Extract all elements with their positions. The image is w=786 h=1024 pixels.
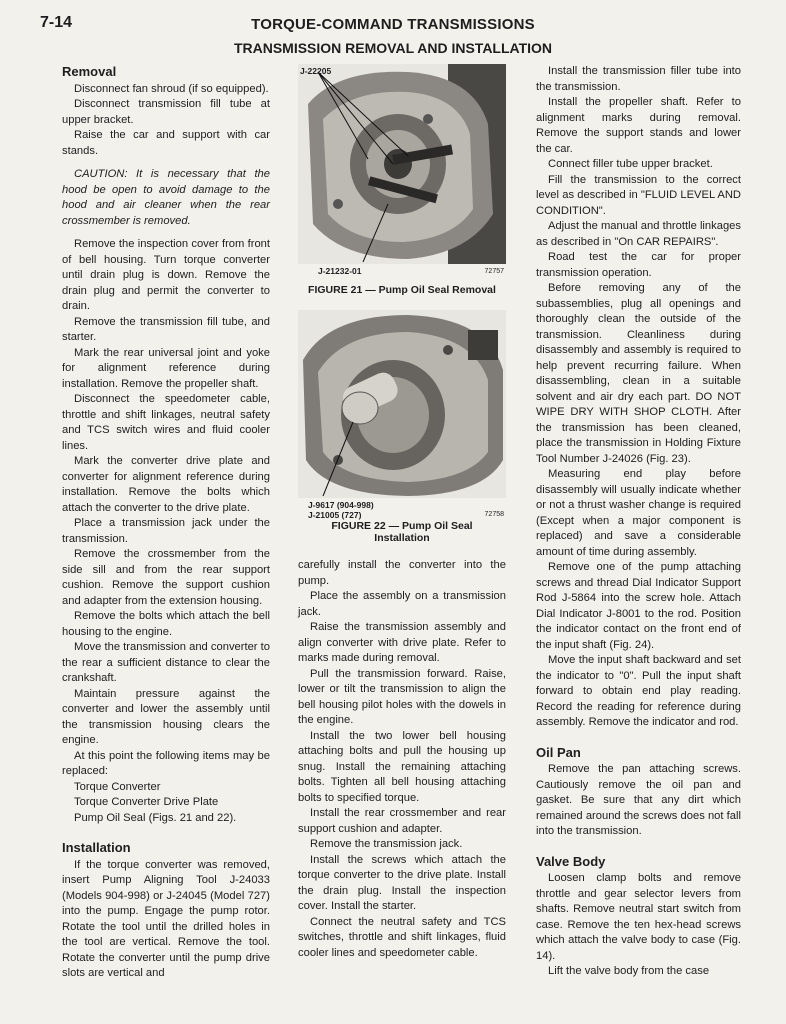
- figure-code: 72757: [484, 268, 504, 275]
- paragraph: Raise the transmission assembly and align converter with drive plate. Refer to marks made during removal.: [298, 621, 506, 664]
- section-title: TRANSMISSION REMOVAL AND INSTALLATION: [233, 40, 553, 56]
- paragraph: Install the rear crossmember and rear support cushion and adapter.: [298, 807, 506, 835]
- paragraph: Remove the inspection cover from front of bell housing. Turn torque converter until drain plug is down. Remove the drain plug and permit the converter to drain.: [62, 238, 270, 312]
- paragraph: Disconnect fan shroud (if so equipped).: [74, 82, 269, 95]
- paragraph: Place a transmission jack under the transmission.: [62, 517, 270, 545]
- column-right: [536, 64, 741, 980]
- paragraph: Remove the crossmember from the side sill and from the rear support cushion. Remove the support cushion and adapter from the extension housing.: [62, 548, 270, 607]
- caution-note: CAUTION: It is necessary that the hood be open to avoid damage to the hood and air cleaner when the rear crossmember is removed.: [62, 168, 270, 227]
- removal-heading: Removal: [62, 64, 117, 79]
- installation-heading: Installation: [62, 840, 131, 855]
- column-middle: [298, 558, 506, 961]
- paragraph: Install the two lower bell housing attaching bolts and pull the housing up snug. Install the remaining attaching bolts. Tighten all bell housing attaching bolts to specified torque.: [298, 729, 506, 804]
- paragraph: Mark the converter drive plate and converter for alignment reference during installation. Remove the bolts which attach the converter to the drive plate.: [62, 455, 270, 514]
- paragraph: Lift the valve body from the case: [548, 965, 710, 977]
- figure-21: [298, 64, 506, 296]
- figure-caption: FIGURE 21 — Pump Oil Seal Removal: [308, 284, 496, 296]
- list-item: Torque Converter Drive Plate: [74, 796, 219, 808]
- paragraph: Remove the transmission jack.: [310, 838, 463, 850]
- paragraph: Measuring end play before disassembly will usually indicate whether or not a thrust washer change is required (Except when a major component is replaced) and save a considerable amount of time during assembly.: [536, 468, 741, 558]
- paragraph: Before removing any of the subassemblies, plug all openings and thoroughly clean the outside of the transmission. Cleanliness during disassembly and assembly is required to help prevent recurring failure. When disassembling, clean in a suitable solvent and air dry each part. DO NOT WIPE DRY WITH SHOP CLOTH. After the transmission has been cleaned, place the transmission in Holding Fixture Tool Number J-24026 (Fig. 23).: [536, 282, 741, 465]
- paragraph: Move the input shaft backward and set the indicator to "0". Pull the input shaft forward to obtain end play reading. Record the reading for reference during assembly. Remove the indicator and rod.: [536, 654, 741, 728]
- figure-22: [298, 310, 506, 544]
- paragraph: Disconnect transmission fill tube at upper bracket.: [62, 98, 270, 126]
- paragraph: Remove one of the pump attaching screws and thread Dial Indicator Support Rod J-5864 into the screw hole. Attach Dial Indicator J-8001 to the rod. Position the indicator contact on the front end of the input shaft (Fig. 24).: [536, 561, 741, 651]
- tool-label: J-21005 (727): [308, 510, 362, 520]
- paragraph: Remove the transmission fill tube, and starter.: [62, 315, 270, 343]
- paragraph: At this point the following items may be replaced:: [62, 749, 270, 777]
- paragraph: Pull the transmission forward. Raise, lower or tilt the transmission to align the bell housing pilot holes with the dowels in the engine.: [298, 667, 506, 726]
- figure-code: 72758: [484, 511, 504, 518]
- paragraph: Raise the car and support with car stands.: [62, 129, 270, 157]
- paragraph: If the torque converter was removed, insert Pump Aligning Tool J-24033 (Models 904-998) or J-24045 (Model 727) into the pump. Engage the pump rotor. Rotate the tool until the drilled holes in the tool are vertical. Remove the tool. Rotate the converter until the pump drive slots are vertical and: [62, 858, 270, 979]
- oil-pan-heading: Oil Pan: [536, 744, 581, 760]
- paragraph: Install the screws which attach the torque converter to the drive plate. Install the drain plug. Install the inspection cover. Install the starter.: [298, 853, 506, 912]
- list-item: Pump Oil Seal (Figs. 21 and 22).: [74, 811, 237, 824]
- paragraph: Disconnect the speedometer cable, throttle and shift linkages, neutral safety and TCS switch wires and fluid cooler lines.: [62, 393, 270, 452]
- paragraph: Remove the bolts which attach the bell housing to the engine.: [62, 610, 270, 638]
- paragraph: Install the propeller shaft. Refer to alignment marks during removal. Remove the support stands and lower the car.: [536, 96, 741, 155]
- paragraph: Mark the rear universal joint and yoke for alignment reference during installation. Remove the propeller shaft.: [62, 346, 270, 390]
- paragraph: Loosen clamp bolts and remove throttle and gear selector levers from shafts. Remove neutral start switch from case. Remove the ten hex-head screws which attach the valve body to case (Fig. 14).: [536, 872, 741, 962]
- paragraph: carefully install the converter into the pump.: [298, 559, 506, 587]
- paragraph: Adjust the manual and throttle linkages as described in "On CAR REPAIRS".: [536, 220, 741, 248]
- paragraph: Connect the neutral safety and TCS switches, throttle and shift linkages, fluid cooler lines and speedometer cable.: [298, 915, 506, 959]
- tool-label: J-22205: [300, 66, 332, 76]
- tool-label: J-21232-01: [318, 266, 362, 276]
- paragraph: Road test the car for proper transmission operation.: [536, 251, 741, 279]
- running-title: TORQUE-COMMAND TRANSMISSIONS: [251, 16, 535, 33]
- figure-caption: Installation: [374, 532, 430, 544]
- paragraph: Place the assembly on a transmission jack.: [298, 590, 506, 618]
- tool-label: J-9617 (904-998): [308, 500, 374, 510]
- paragraph: Connect filler tube upper bracket.: [548, 158, 713, 170]
- figure-caption: FIGURE 22 — Pump Oil Seal: [331, 520, 473, 532]
- valve-body-heading: Valve Body: [536, 853, 606, 869]
- paragraph: Maintain pressure against the converter and lower the assembly until the transmission housing clears the engine.: [62, 687, 270, 746]
- paragraph: Move the transmission and converter to the rear a sufficient distance to clear the crankshaft.: [62, 641, 270, 684]
- pump-seal-installation-photo: [298, 310, 506, 498]
- page-number: 7-14: [40, 14, 73, 31]
- paragraph: Install the transmission filler tube into the transmission.: [536, 65, 741, 93]
- paragraph: Fill the transmission to the correct level as described in "FLUID LEVEL AND CONDITION".: [536, 173, 741, 217]
- column-left: [62, 64, 270, 982]
- pump-seal-removal-photo: [298, 64, 506, 264]
- list-item: Torque Converter: [74, 780, 161, 793]
- paragraph: Remove the pan attaching screws. Cautiously remove the oil pan and gasket. Be sure that any dirt which remained around the screws does not fall into the transmission.: [536, 763, 741, 837]
